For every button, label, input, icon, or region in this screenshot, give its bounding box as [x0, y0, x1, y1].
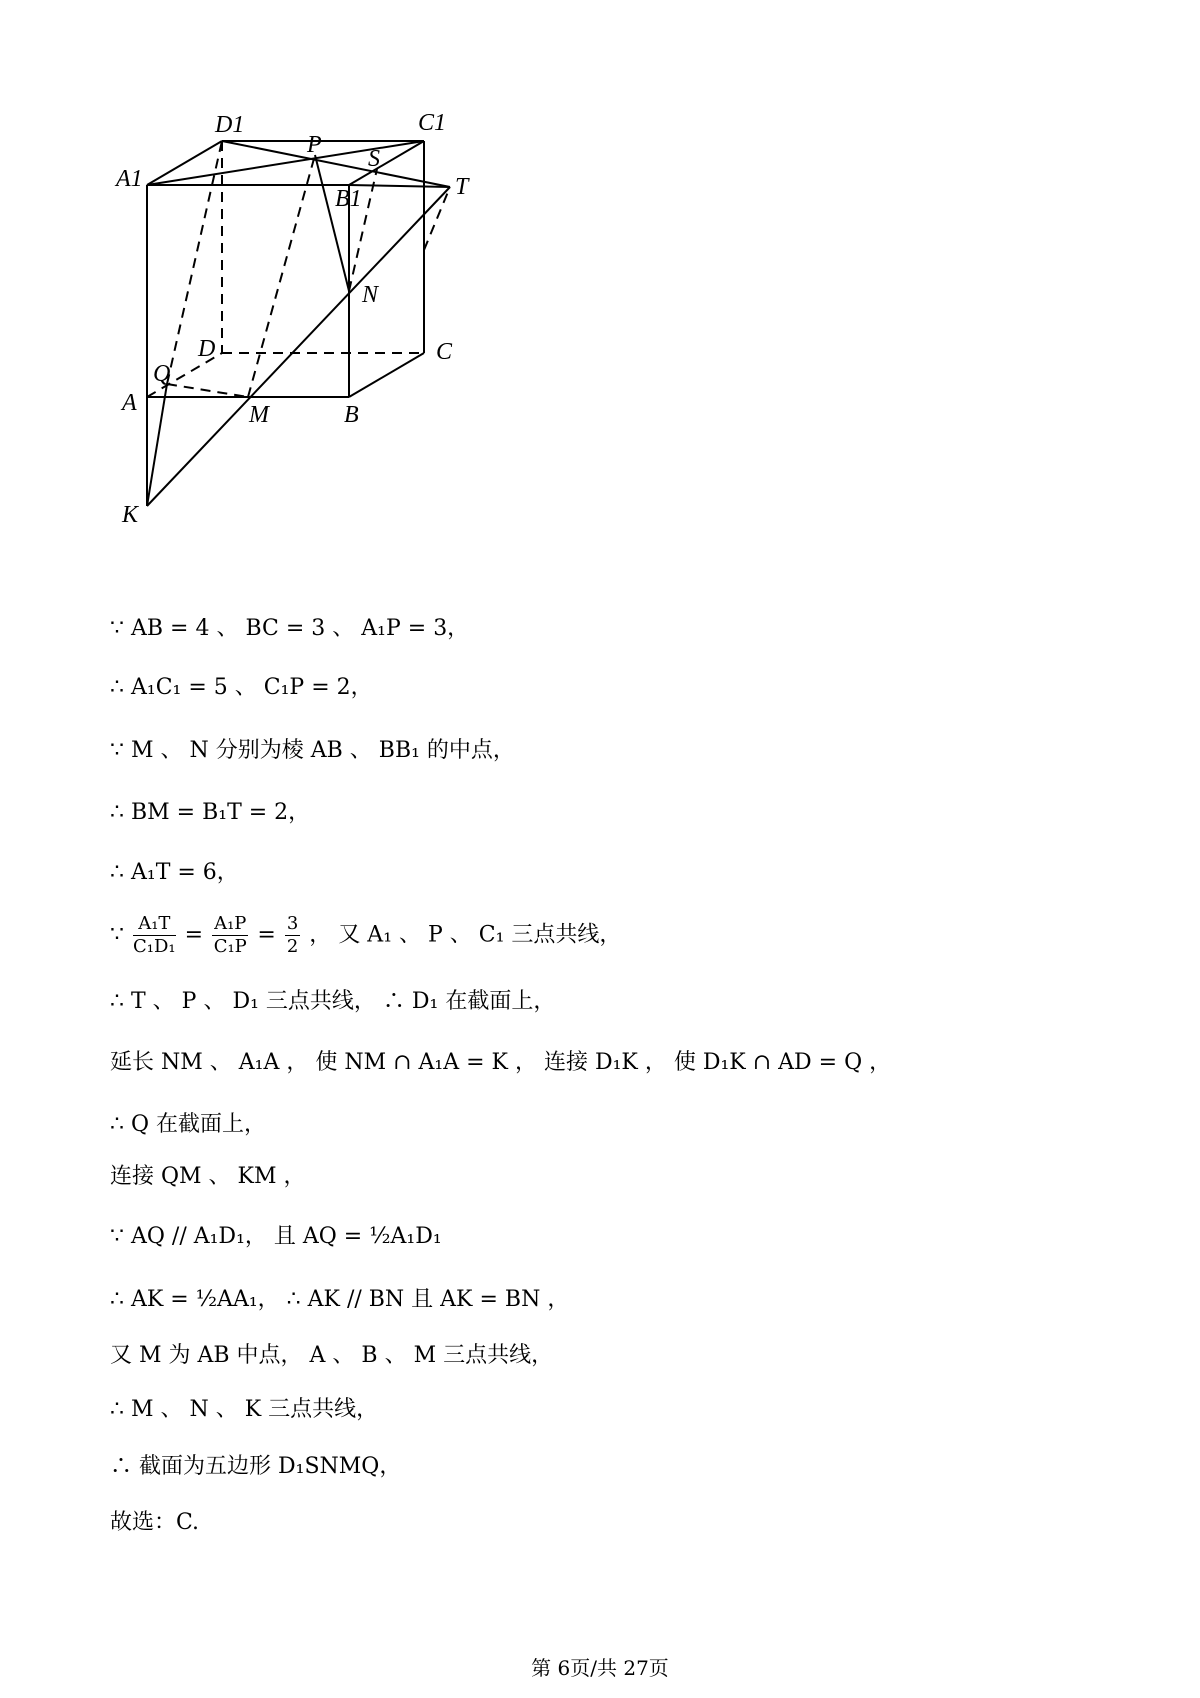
fraction-suffix: ， [309, 922, 332, 948]
solution-line-4: ∴ BM = B₁T = 2， [110, 800, 311, 825]
geometry-figure [110, 100, 530, 540]
label-N: N [362, 282, 379, 308]
edge-BC [349, 353, 424, 397]
solution-line-8: 延长 NM 、 A₁A ， 使 NM ∩ A₁A = K ， 连接 D₁K ， 使 D₁K ∩ AD = Q ， [110, 1050, 892, 1075]
fraction-numerator: A₁T [133, 913, 176, 936]
label-M: M [249, 402, 269, 428]
fraction-denominator: 2 [286, 936, 299, 957]
label-S: S [368, 146, 380, 172]
equals-sign: = [257, 922, 276, 948]
fraction-numerator: 3 [286, 913, 299, 934]
seg-KT [147, 187, 450, 506]
solution-line-9: ∴ Q 在截面上， [110, 1112, 267, 1137]
fraction-prefix: ∵ [110, 922, 124, 948]
label-A: A [122, 390, 137, 416]
fraction-3-2 [285, 913, 300, 958]
seg-B1T [349, 185, 450, 187]
fraction-a1p-c1p [212, 913, 248, 958]
solution-line-3: ∵ M 、 N 分别为棱 AB 、 BB₁ 的中点， [110, 738, 515, 763]
label-D: D [198, 336, 216, 362]
label-C: C [436, 339, 453, 365]
label-B: B [344, 402, 359, 428]
solution-line-16: 故选：C. [110, 1510, 200, 1535]
label-Q: Q [153, 361, 171, 387]
seg-PN [315, 155, 349, 291]
label-K: K [122, 502, 139, 528]
page-footer: 第 6页/共 27页 [531, 1656, 669, 1680]
equals-sign: = [184, 922, 204, 948]
fraction-a1t-c1d1 [133, 913, 176, 958]
solution-line-15: ∴ 截面为五边形 D₁SNMQ， [110, 1454, 402, 1479]
solution-line-6-fractions [110, 913, 621, 958]
seg-CT [424, 187, 450, 250]
label-T: T [455, 174, 469, 200]
solution-line-7: ∴ T 、 P 、 D₁ 三点共线， ∴ D₁ 在截面上， [110, 989, 556, 1014]
solution-line-10: 连接 QM 、 KM ， [110, 1164, 306, 1189]
label-C1: C1 [418, 110, 447, 136]
solution-line-6-text: 又 A₁ 、 P 、 C₁ 三点共线， [338, 922, 622, 948]
label-P: P [307, 132, 322, 158]
solution-line-13: 又 M 为 AB 中点， A 、 B 、 M 三点共线， [110, 1343, 554, 1368]
solution-line-2: ∴ A₁C₁ = 5 、 C₁P = 2， [110, 675, 373, 700]
seg-D1T [222, 141, 450, 187]
solution-line-12: ∴ AK = ½AA₁， ∴ AK // BN 且 AK = BN ， [110, 1287, 570, 1312]
label-B1: B1 [335, 186, 362, 212]
seg-MP [248, 155, 315, 397]
fraction-denominator: C₁P [213, 936, 247, 957]
label-D1: D1 [215, 112, 245, 138]
fraction-denominator: C₁D₁ [133, 936, 176, 957]
solution-line-14: ∴ M 、 N 、 K 三点共线， [110, 1397, 379, 1422]
seg-QM [167, 384, 248, 397]
solution-line-11: ∵ AQ // A₁D₁， 且 AQ = ½A₁D₁ [110, 1224, 442, 1249]
solution-line-1: ∵ AB = 4 、 BC = 3 、 A₁P = 3， [110, 616, 470, 641]
seg-A1C1 [147, 141, 424, 185]
fraction-numerator: A₁P [214, 913, 247, 934]
label-A1: A1 [116, 166, 143, 192]
solution-line-5: ∴ A₁T = 6， [110, 860, 239, 885]
